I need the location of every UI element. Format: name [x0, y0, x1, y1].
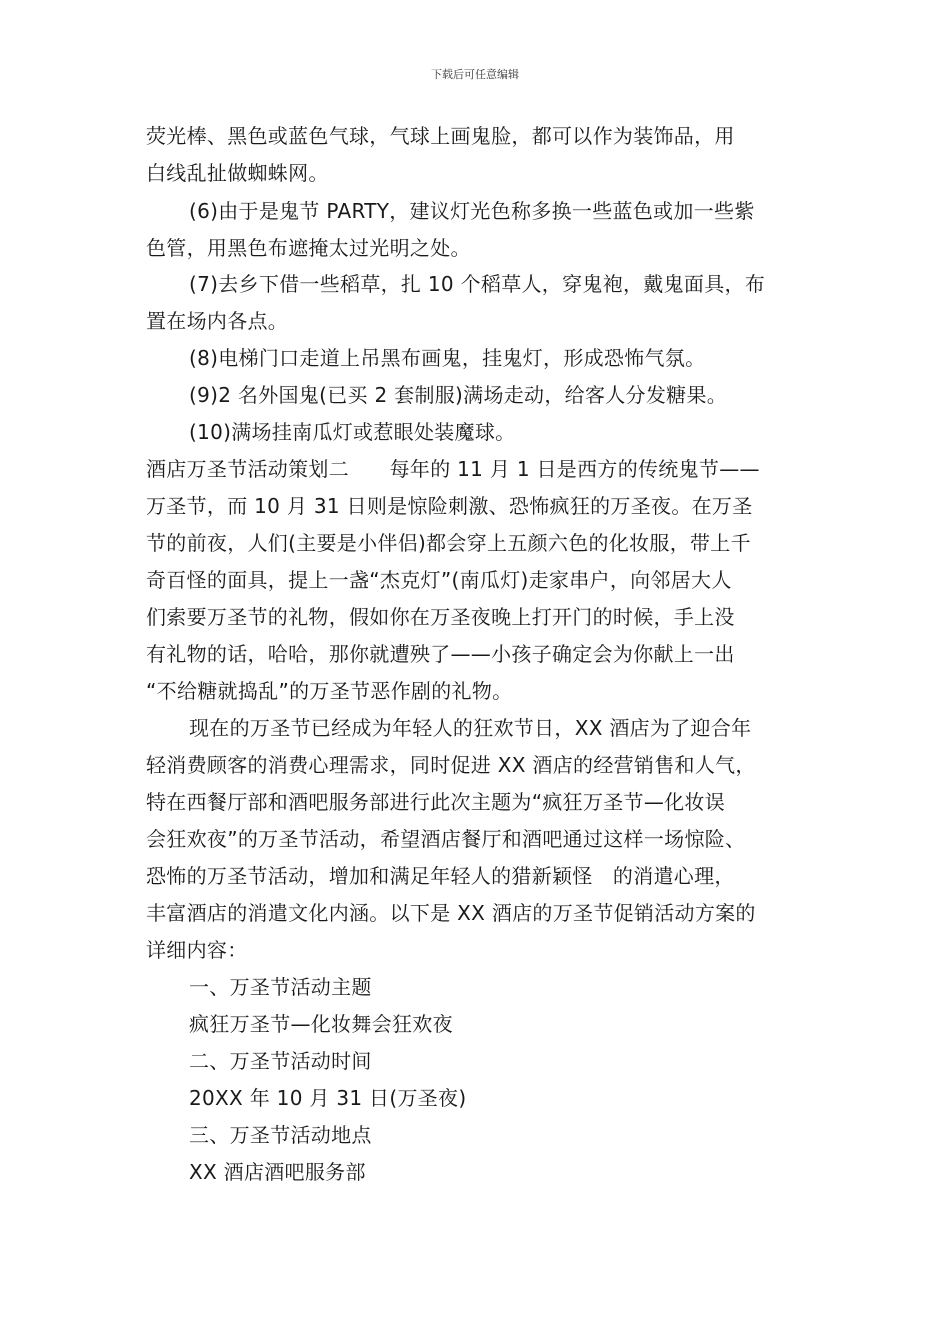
- body-line: 有礼物的话，哈哈，那你就遭殃了——小孩子确定会为你献上一出: [146, 642, 735, 666]
- body-line: 疯狂万圣节—化妆舞会狂欢夜: [189, 1012, 453, 1036]
- body-line: 奇百怪的面具，提上一盏“杰克灯”(南瓜灯)走家串户，向邻居大人: [146, 568, 732, 592]
- body-line: XX 酒店酒吧服务部: [189, 1160, 366, 1184]
- body-line: 置在场内各点。: [146, 309, 289, 333]
- body-line: 丰富酒店的消遣文化内涵。以下是 XX 酒店的万圣节促销活动方案的: [146, 901, 756, 925]
- body-line: 二、万圣节活动时间: [189, 1049, 372, 1073]
- body-line: (8)电梯门口走道上吊黑布画鬼，挂鬼灯，形成恐怖气氛。: [189, 346, 706, 370]
- page-header: 下载后可任意编辑: [431, 68, 519, 81]
- body-line: 特在西餐厅部和酒吧服务部进行此次主题为“疯狂万圣节—化妆误: [146, 790, 726, 814]
- body-line: “不给糖就捣乱”的万圣节恶作剧的礼物。: [146, 679, 513, 703]
- body-line: 色管，用黑色布遮掩太过光明之处。: [146, 236, 471, 260]
- body-line: (9)2 名外国鬼(已买 2 套制服)满场走动，给客人分发糖果。: [189, 383, 728, 407]
- body-line: 三、万圣节活动地点: [189, 1123, 372, 1147]
- body-line: 们索要万圣节的礼物，假如你在万圣夜晚上打开门的时候，手上没: [146, 605, 735, 629]
- body-line: 节的前夜，人们(主要是小伴侣)都会穿上五颜六色的化妆服，带上千: [146, 531, 751, 555]
- body-line: 20XX 年 10 月 31 日(万圣夜): [189, 1086, 467, 1110]
- body-line: 酒店万圣节活动策划二 每年的 11 月 1 日是西方的传统鬼节——: [146, 457, 760, 481]
- body-line: 一、万圣节活动主题: [189, 975, 372, 999]
- body-line: 白线乱扯做蜘蛛网。: [146, 161, 329, 185]
- body-line: 现在的万圣节已经成为年轻人的狂欢节日，XX 酒店为了迎合年: [189, 716, 752, 740]
- body-line: (6)由于是鬼节 PARTY，建议灯光色称多换一些蓝色或加一些紫: [189, 199, 755, 223]
- body-line: (10)满场挂南瓜灯或惹眼处装魔球。: [189, 420, 516, 444]
- body-line: 会狂欢夜”的万圣节活动，希望酒店餐厅和酒吧通过这样一场惊险、: [146, 827, 746, 851]
- body-line: 恐怖的万圣节活动，增加和满足年轻人的猎新颖怪 的消遣心理，: [146, 864, 735, 888]
- body-line: 轻消费顾客的消费心理需求，同时促进 XX 酒店的经营销售和人气，: [146, 753, 756, 777]
- body-line: 万圣节，而 10 月 31 日则是惊险刺激、恐怖疯狂的万圣夜。在万圣: [146, 494, 753, 518]
- body-line: 详细内容：: [146, 938, 248, 962]
- body-line: 荧光棒、黑色或蓝色气球，气球上画鬼脸，都可以作为装饰品，用: [146, 124, 735, 148]
- body-line: (7)去乡下借一些稻草，扎 10 个稻草人，穿鬼袍，戴鬼面具，布: [189, 272, 766, 296]
